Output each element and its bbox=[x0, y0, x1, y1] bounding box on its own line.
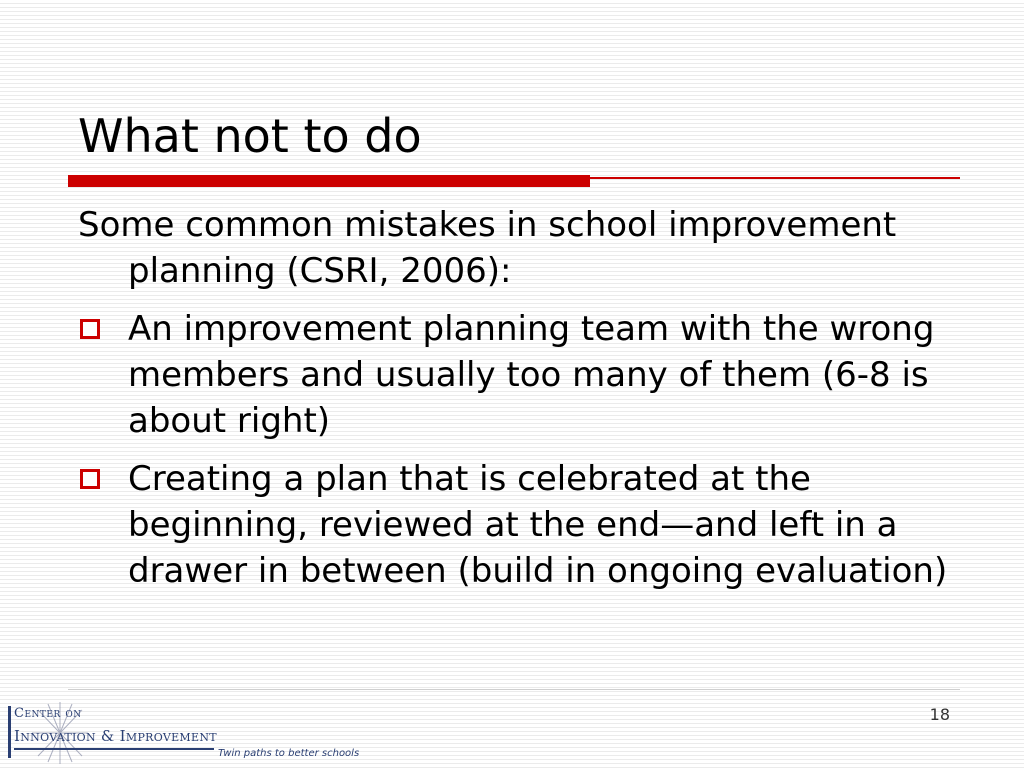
logo-bar bbox=[8, 706, 11, 758]
slide-title: What not to do bbox=[78, 109, 422, 163]
title-accent-bar bbox=[68, 175, 590, 187]
logo-underline bbox=[14, 748, 214, 750]
logo-text-main: Innovation & Improvement bbox=[14, 727, 217, 745]
bullet-text: Creating a plan that is celebrated at the beginning, reviewed at the end—and left in a drawer in between (build in ongoing evaluation) bbox=[128, 459, 948, 591]
bullet-text: An improvement planning team with the wrong members and usually too many of them (6-8 is about right) bbox=[128, 309, 935, 441]
logo-text-top: Center on bbox=[14, 706, 82, 721]
logo-tagline: Twin paths to better schools bbox=[218, 748, 360, 759]
bullet-item bbox=[78, 456, 958, 594]
hollow-square-icon bbox=[80, 319, 100, 339]
hollow-square-icon bbox=[80, 469, 100, 489]
slide-body bbox=[78, 202, 958, 606]
title-divider-line bbox=[590, 177, 960, 179]
page-number: 18 bbox=[929, 705, 950, 724]
intro-text: Some common mistakes in school improvement planning (CSRI, 2006): bbox=[78, 205, 897, 291]
bullet-item bbox=[78, 306, 958, 444]
footer-divider bbox=[68, 689, 960, 690]
